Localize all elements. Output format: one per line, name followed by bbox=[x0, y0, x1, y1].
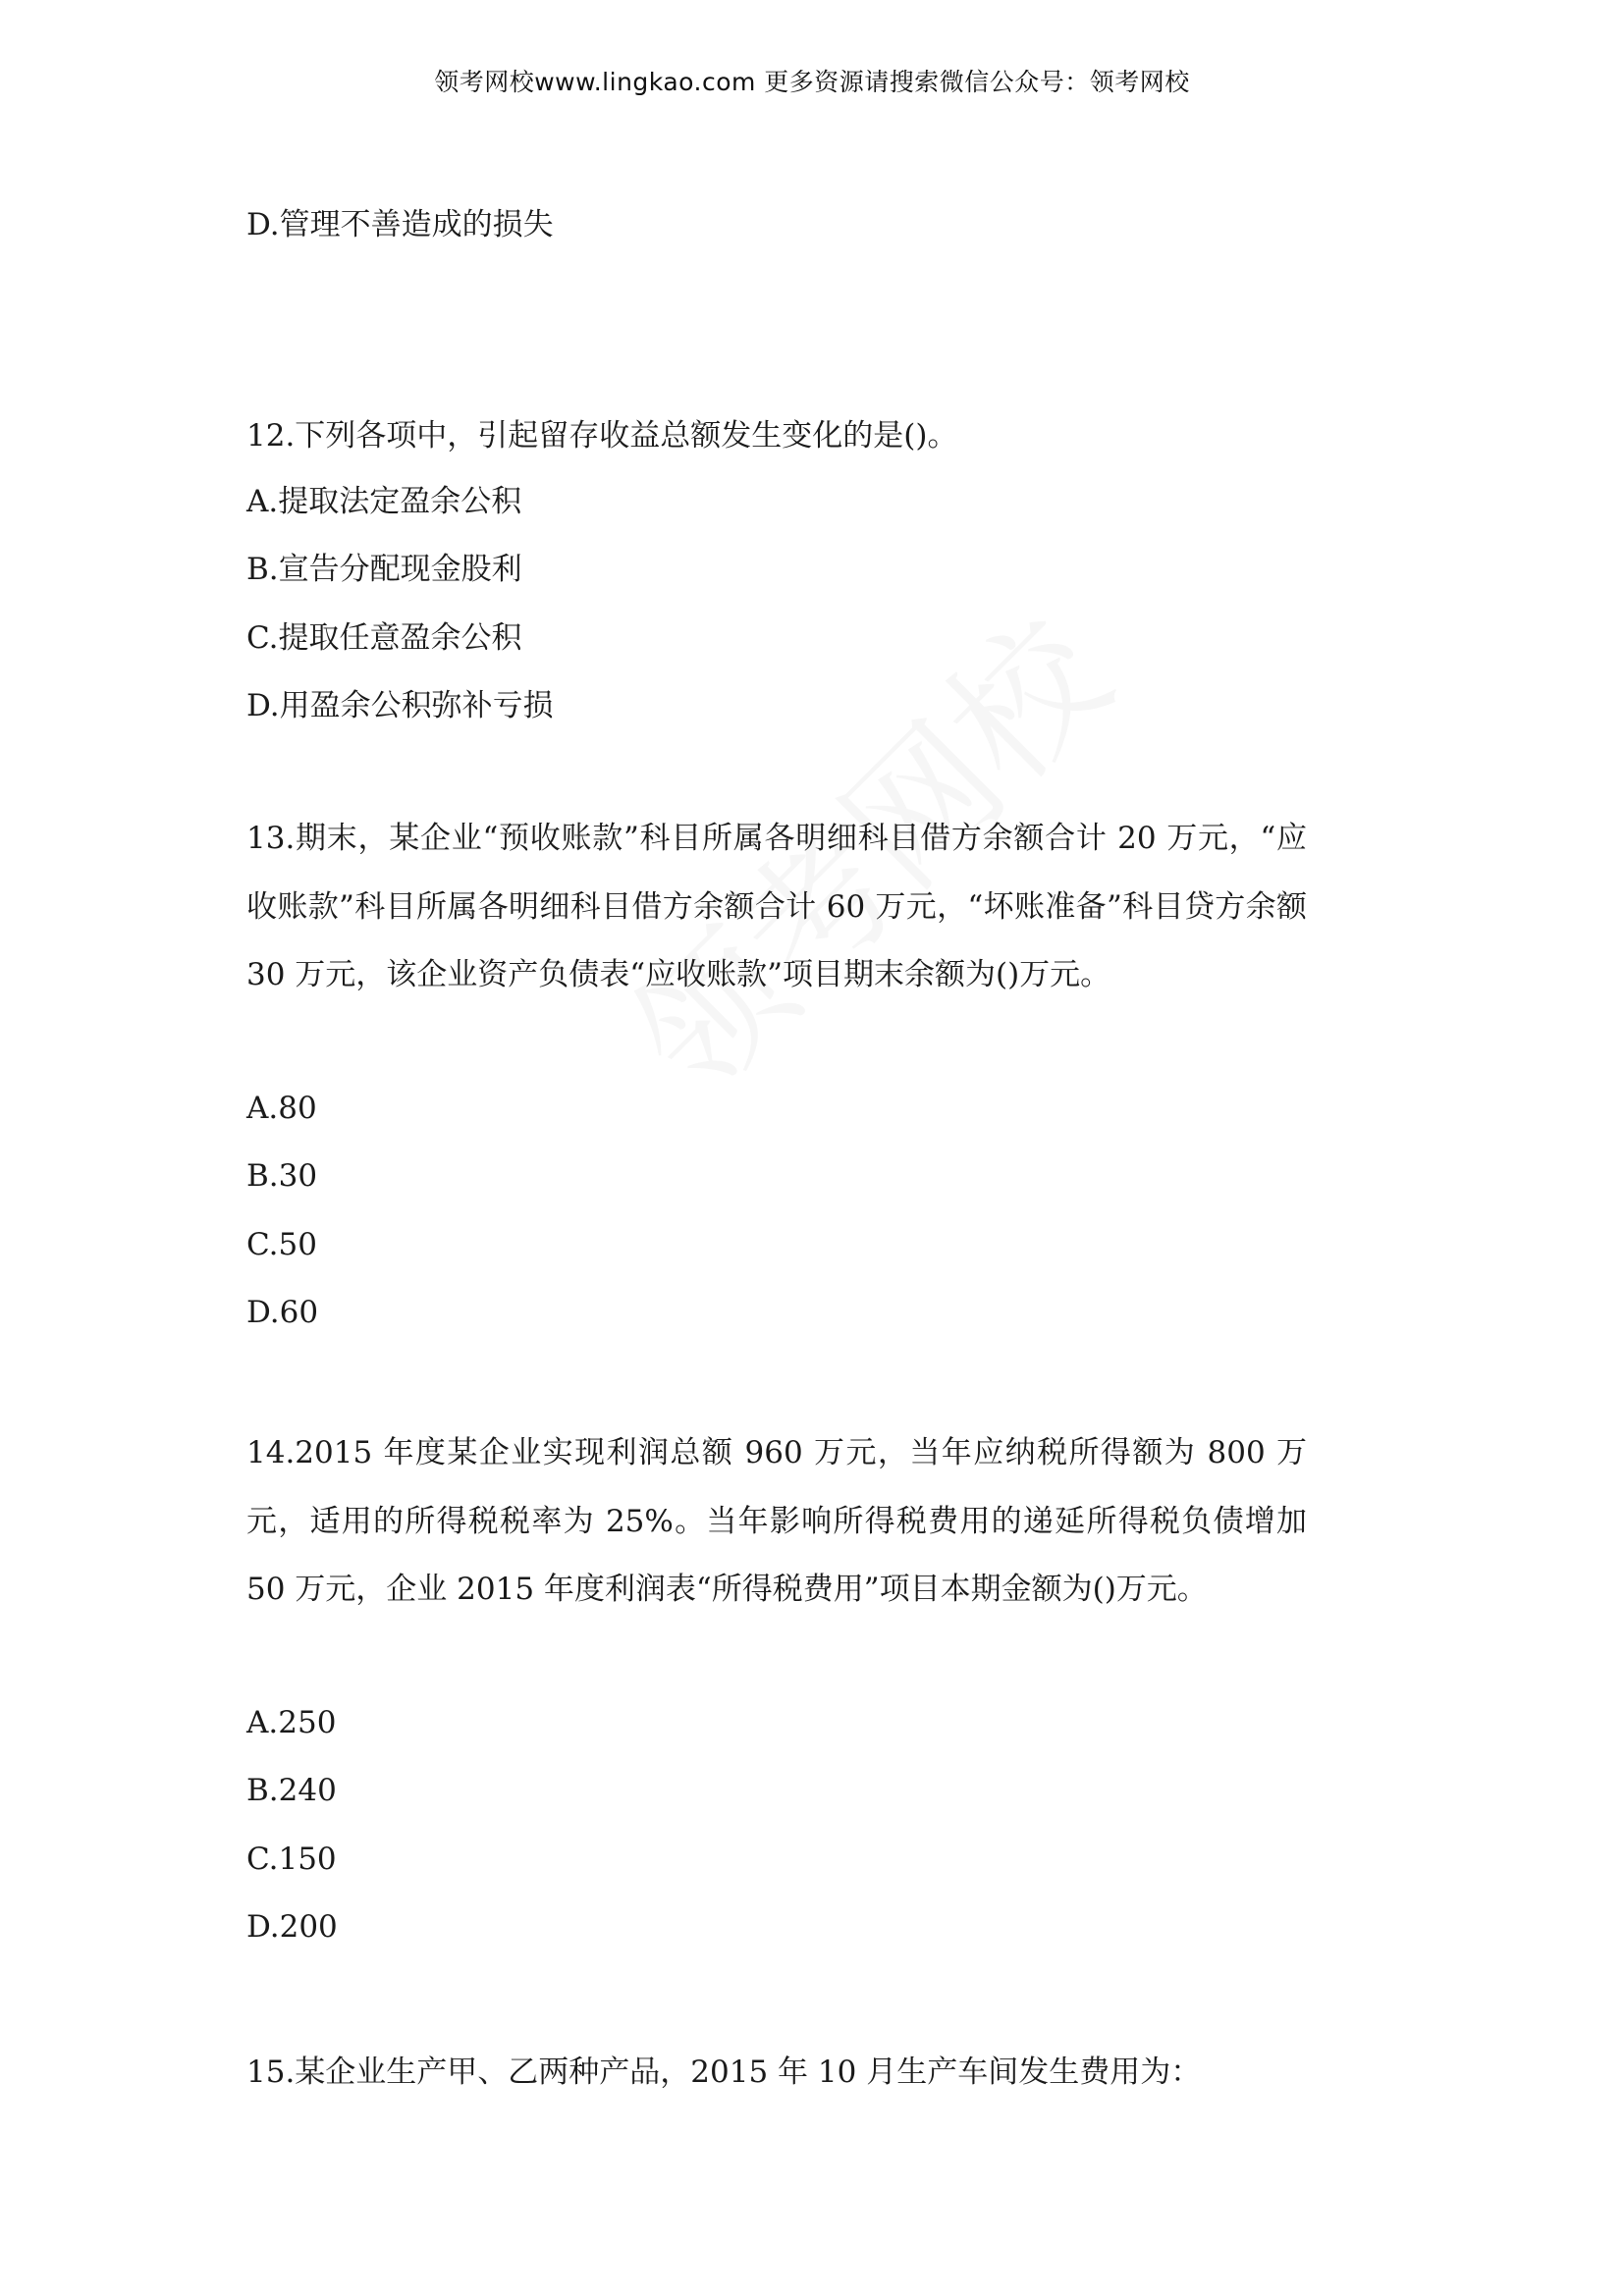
q12-option-c: C.提取任意盈余公积 bbox=[246, 620, 522, 656]
q13-option-b: B.30 bbox=[246, 1158, 318, 1194]
q13-option-d: D.60 bbox=[246, 1295, 319, 1330]
q14-stem: 14.2015 年度某企业实现利润总额 960 万元，当年应纳税所得额为 800 万元，适用的所得税税率为 25%。当年影响所得税费用的递延所得税负债增加 50 万元，企业 2015 年度利润表“所得税费用”项目本期金额为()万元。 bbox=[246, 1435, 1307, 1607]
q13-option-c: C.50 bbox=[246, 1227, 317, 1262]
q14-option-c: C.150 bbox=[246, 1842, 337, 1877]
prev-option-d: D.管理不善造成的损失 bbox=[246, 207, 554, 242]
page-header: 领考网校www.lingkao.com 更多资源请搜索微信公众号：领考网校 bbox=[434, 68, 1190, 96]
q12-option-a: A.提取法定盈余公积 bbox=[246, 484, 522, 519]
q14-option-b: B.240 bbox=[246, 1773, 337, 1808]
q14-option-a: A.250 bbox=[246, 1705, 337, 1740]
q12-option-b: B.宣告分配现金股利 bbox=[246, 552, 522, 587]
q14-option-d: D.200 bbox=[246, 1909, 338, 1945]
q12-option-d: D.用盈余公积弥补亏损 bbox=[246, 688, 554, 723]
q13-option-a: A.80 bbox=[246, 1091, 317, 1126]
q12-stem: 12.下列各项中，引起留存收益总额发生变化的是()。 bbox=[246, 418, 958, 454]
q13-stem: 13.期末，某企业“预收账款”科目所属各明细科目借方余额合计 20 万元，“应收账款”科目所属各明细科目借方余额合计 60 万元，“坏账准备”科目贷方余额 30 万元，该企业资产负债表“应收账款”项目期末余额为()万元。 bbox=[246, 821, 1307, 992]
q15-stem: 15.某企业生产甲、乙两种产品，2015 年 10 月生产车间发生费用为： bbox=[246, 2055, 1202, 2090]
